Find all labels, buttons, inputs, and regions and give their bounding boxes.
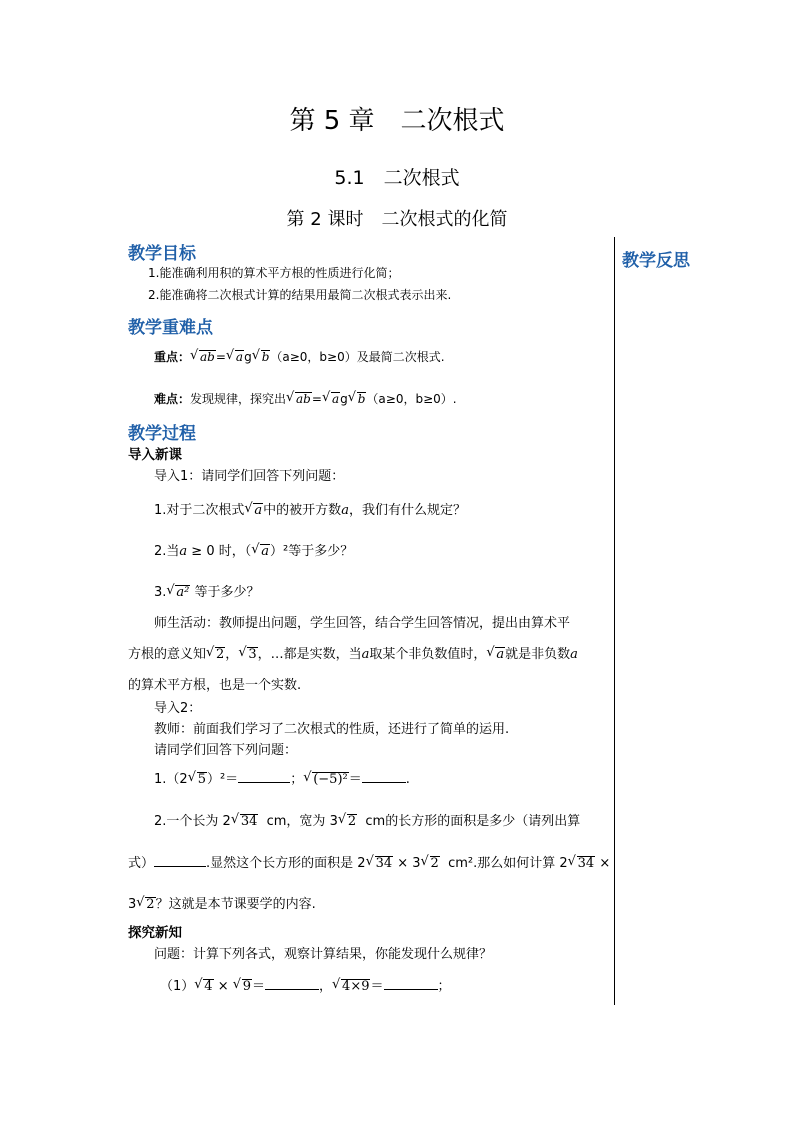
intro1-line: 导入1：请同学们回答下列问题： (154, 469, 345, 484)
explore-heading: 探究新知 (128, 925, 182, 941)
nandian-label: 难点： (154, 392, 191, 406)
activity-line-3: 的算术平方根，也是一个实数. (128, 678, 302, 693)
section-title: 5.1 二次根式 (334, 167, 460, 189)
answer-blank[interactable] (238, 782, 290, 783)
question-1: 1.对于二次根式√ a中的被开方数a，我们有什么规定？ (154, 499, 466, 518)
activity-line-2: 方根的意义知√ 2，√ 3，…都是实数，当a取某个非负数值时，√ a就是非负数a (128, 643, 578, 662)
teacher-line: 教师：前面我们学习了二次根式的性质，还进行了简单的运用. (154, 722, 510, 737)
nandian-line: 难点：发现规律，探究出√ ab=√ ag√ b（a≥0，b≥0）. (154, 390, 457, 407)
key-points-heading: 教学重难点 (128, 318, 213, 338)
question-3: 3.√ a² 等于多少？ (154, 581, 260, 600)
zhongdian-line: 重点：√ ab=√ ag√ b（a≥0，b≥0）及最简二次根式. (154, 348, 445, 365)
activity-line-1: 师生活动：教师提出问题，学生回答，结合学生回答情况，提出由算术平 (154, 616, 571, 631)
intro-heading: 导入新课 (128, 447, 182, 463)
question-2: 2.当a ≥ 0 时，（√ a）²等于多少？ (154, 540, 353, 559)
compute-1: （1）√ 4 × √ 9＝ ，√ 4×9＝ ； (160, 975, 451, 994)
problem-line: 问题：计算下列各式，观察计算结果，你能发现什么规律？ (154, 947, 493, 962)
lesson-title: 第 2 课时 二次根式的化简 (286, 209, 508, 230)
chapter-title: 第 5 章 二次根式 (289, 106, 505, 136)
intro2-line: 导入2： (154, 701, 202, 716)
answer-blank[interactable] (265, 989, 319, 990)
ask-line: 请同学们回答下列问题： (154, 743, 298, 758)
zhongdian-label: 重点： (154, 350, 191, 364)
process-heading: 教学过程 (128, 424, 196, 444)
exercise-2-line-2: 式） .显然这个长方形的面积是 2√ 34 × 3√ 2 cm².那么如何计算 2√ 34 × (128, 852, 610, 871)
answer-blank[interactable] (154, 866, 206, 867)
exercise-2-line-1: 2.一个长为 2√ 34 cm，宽为 3√ 2 cm的长方形的面积是多少（请列出算 (154, 810, 580, 829)
objectives-heading: 教学目标 (128, 244, 196, 264)
column-divider (614, 237, 615, 1005)
answer-blank[interactable] (384, 989, 438, 990)
objective-item: 2.能准确将二次根式计算的结果用最简二次根式表示出来. (148, 288, 452, 302)
reflection-heading: 教学反思 (622, 251, 690, 271)
answer-blank[interactable] (362, 782, 406, 783)
exercise-2-line-3: 3√ 2？这就是本节课要学的内容. (128, 893, 316, 912)
exercise-1: 1.（2√ 5）²＝ ；√ (−5)²＝ . (154, 768, 410, 787)
sqrt-ab: √ ab (191, 350, 216, 364)
objective-item: 1.能准确利用积的算术平方根的性质进行化简； (148, 266, 400, 280)
